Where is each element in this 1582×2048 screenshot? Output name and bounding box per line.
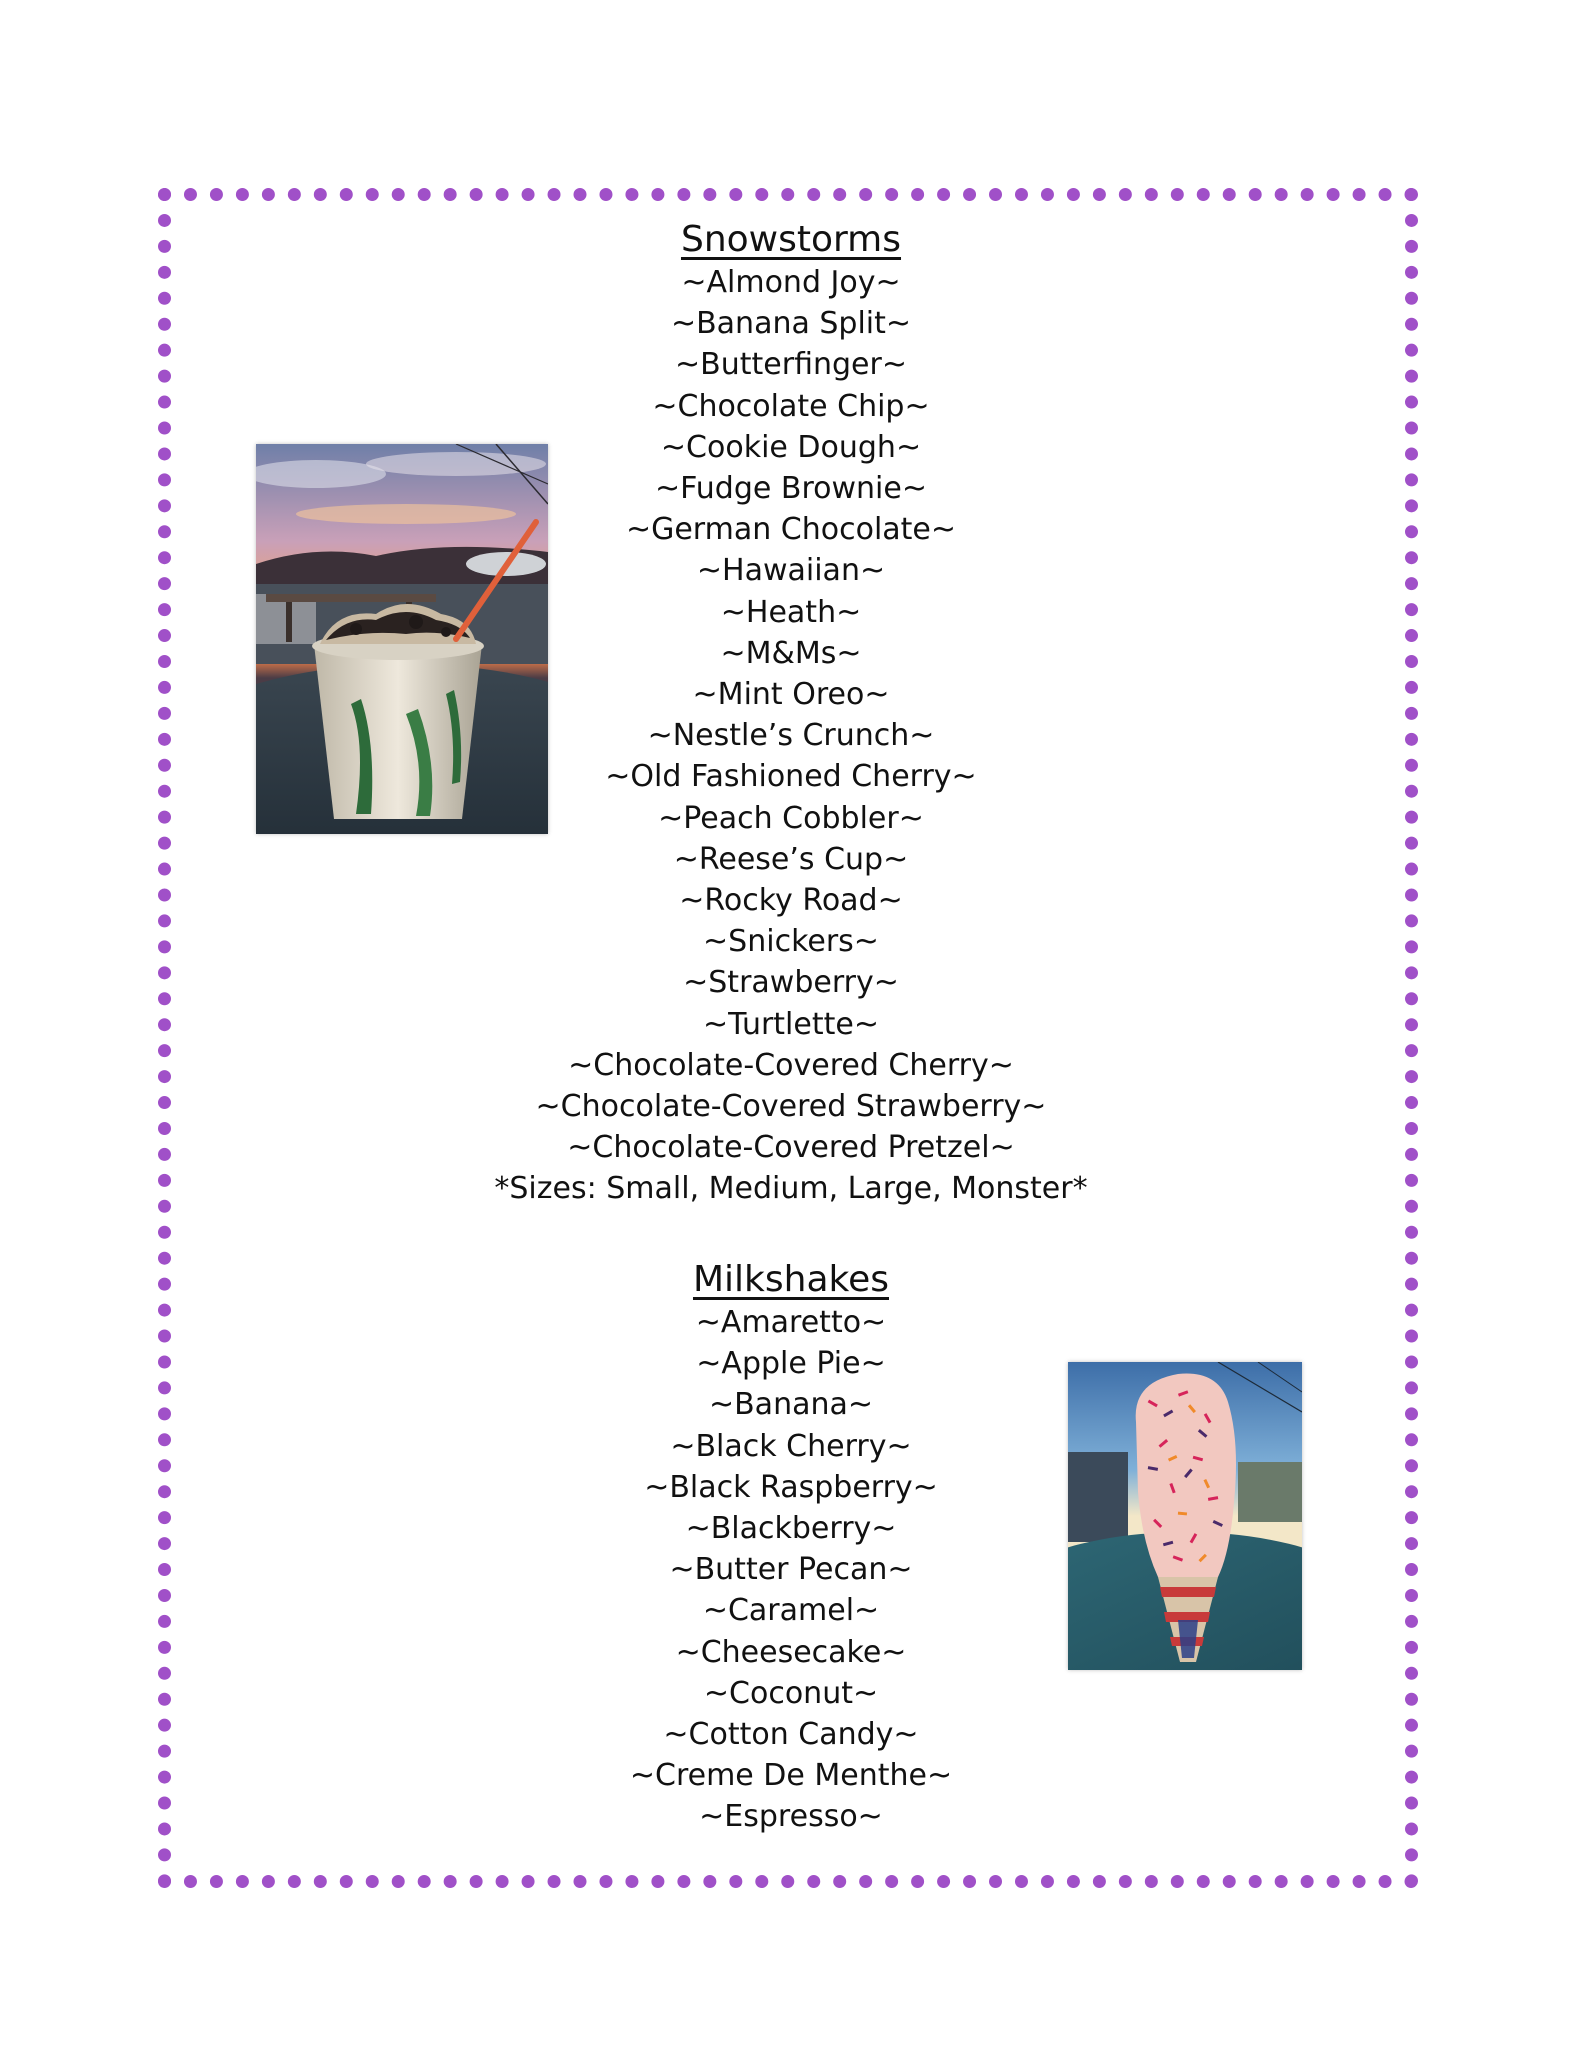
snowstorms-item: ~Strawberry~ xyxy=(683,965,899,1001)
sizes-note: *Sizes: Small, Medium, Large, Monster* xyxy=(494,1171,1088,1207)
snowstorms-item: ~Almond Joy~ xyxy=(681,265,901,300)
milkshakes-item: ~Espresso~ xyxy=(699,1799,883,1835)
snowstorms-list xyxy=(0,262,1582,1168)
snowstorms-item: ~Peach Cobbler~ xyxy=(658,800,924,836)
snowstorms-item: ~Snickers~ xyxy=(703,924,879,960)
milkshakes-item: ~Cotton Candy~ xyxy=(663,1717,919,1753)
snowstorms-section xyxy=(0,218,1582,1210)
milkshakes-item: ~Cheesecake~ xyxy=(675,1634,907,1670)
snowstorms-item: ~Heath~ xyxy=(720,594,862,630)
snowstorms-item: ~M&Ms~ xyxy=(720,635,862,671)
milkshakes-item: ~Banana~ xyxy=(708,1387,874,1423)
milkshakes-item: ~Black Cherry~ xyxy=(670,1428,912,1464)
milkshakes-item: ~Apple Pie~ xyxy=(696,1346,886,1382)
milkshakes-item: ~Amaretto~ xyxy=(695,1305,887,1340)
snowstorms-item: ~Rocky Road~ xyxy=(679,883,903,919)
milkshakes-item: ~Coconut~ xyxy=(703,1675,879,1711)
snowstorms-item: ~Chocolate Chip~ xyxy=(652,388,930,424)
milkshakes-item: ~Black Raspberry~ xyxy=(644,1469,938,1505)
milkshakes-item: ~Blackberry~ xyxy=(685,1511,897,1547)
milkshakes-list xyxy=(0,1302,1582,1838)
snowstorms-title: Snowstorms xyxy=(680,219,902,260)
snowstorms-item: ~Cookie Dough~ xyxy=(660,429,922,465)
sprinkle-cone-photo xyxy=(1068,1362,1302,1670)
snowstorms-item: ~Reese’s Cup~ xyxy=(673,841,909,877)
snowstorms-item: ~Chocolate-Covered Strawberry~ xyxy=(535,1089,1047,1125)
snowstorm-cup-photo xyxy=(256,444,548,834)
snowstorms-item: ~Butterfinger~ xyxy=(675,347,907,383)
milkshakes-item: ~Caramel~ xyxy=(702,1593,880,1629)
milkshakes-item: ~Butter Pecan~ xyxy=(669,1552,913,1588)
snowstorms-item: ~Banana Split~ xyxy=(670,306,912,342)
milkshakes-title: Milkshakes xyxy=(692,1259,889,1300)
snowstorms-item: ~Chocolate-Covered Cherry~ xyxy=(568,1047,1014,1083)
snowstorms-item: ~Nestle’s Crunch~ xyxy=(647,718,935,754)
snowstorms-item: ~Mint Oreo~ xyxy=(692,677,890,713)
milkshakes-item: ~Creme De Menthe~ xyxy=(629,1758,953,1794)
snowstorms-item: ~Old Fashioned Cherry~ xyxy=(605,759,977,795)
snowstorms-item: ~German Chocolate~ xyxy=(625,512,957,548)
milkshakes-section xyxy=(0,1258,1582,1838)
snowstorms-item: ~Fudge Brownie~ xyxy=(655,471,927,507)
snowstorms-item: ~Turtlette~ xyxy=(703,1006,879,1042)
snowstorms-item: ~Hawaiian~ xyxy=(696,553,886,589)
snowstorms-item: ~Chocolate-Covered Pretzel~ xyxy=(567,1130,1015,1166)
